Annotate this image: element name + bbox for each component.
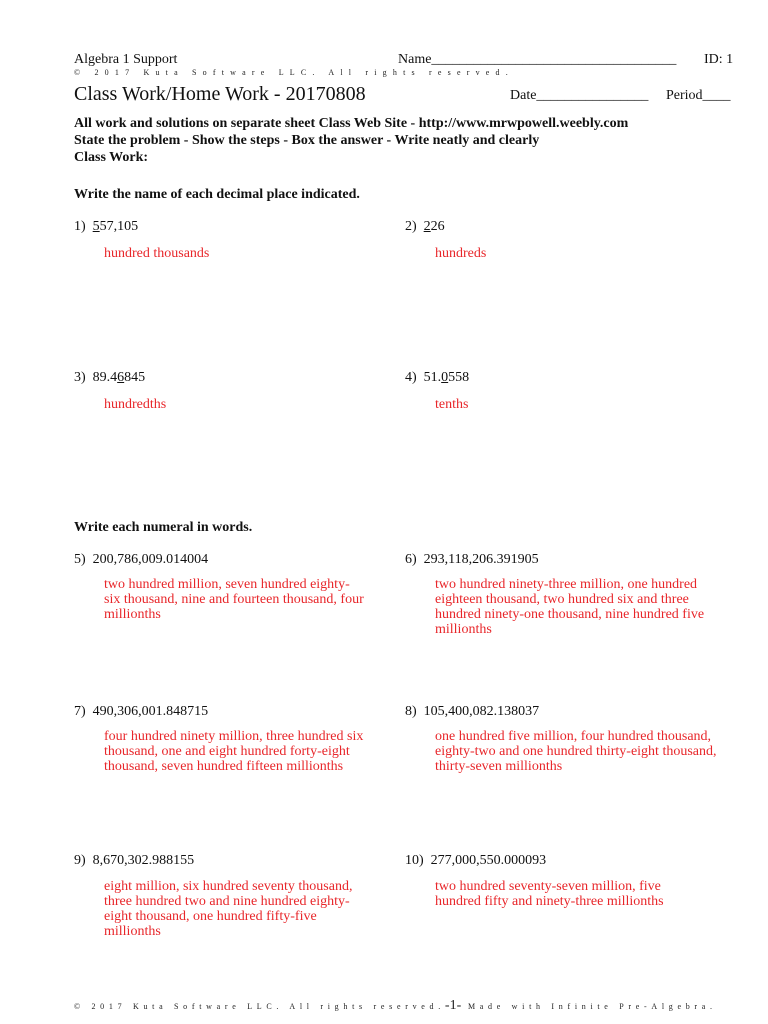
problem-number: 4): [405, 370, 417, 385]
problem-number: 3): [74, 370, 86, 385]
problem-2: 2) 226: [405, 219, 445, 234]
numeral: 490,306,001.848715: [92, 704, 209, 719]
problem-number: 10): [405, 853, 424, 868]
date-field: Date________________: [510, 88, 649, 103]
page-number: -1-: [444, 998, 462, 1013]
problem-8: [405, 704, 539, 720]
answer-3: hundredths: [104, 397, 167, 412]
answer-2: hundreds: [435, 246, 487, 261]
answer-1: hundred thousands: [104, 246, 210, 261]
underlined-digit: 2: [423, 219, 431, 234]
problem-number: 7): [74, 704, 86, 719]
problem-5: [74, 552, 208, 568]
problem-7: [74, 704, 208, 720]
course-name: Algebra 1 Support: [74, 52, 178, 67]
numeral: 277,000,550.000093: [430, 853, 547, 868]
problem-number: 6): [405, 552, 417, 567]
answer-6: two hundred ninety-three million, one hundred eighteen thousand, two hundred six and three hundred ninety-one thousand, nine hundred five millionths: [435, 577, 705, 637]
answer-4: tenths: [435, 397, 469, 412]
answer-9: eight million, six hundred seventy thousand, three hundred two and nine hundred eighty-eight thousand, one hundred fifty-five millionths: [104, 879, 353, 939]
problem-3: 3) 89.46845: [74, 370, 146, 385]
problem-number: 8): [405, 704, 417, 719]
class-work-label: Class Work:: [74, 150, 149, 165]
problem-number: 2): [405, 219, 417, 234]
problem-6: [405, 552, 539, 568]
problem-1: 1) 557,105: [74, 219, 139, 234]
instruction-line-2: State the problem - Show the steps - Box the answer - Write neatly and clearly: [74, 133, 540, 148]
footer-made-with: Made with Infinite Pre-Algebra.: [467, 1002, 717, 1011]
problem-10: [405, 853, 546, 869]
instruction-line-1: All work and solutions on separate sheet Class Web Site - http://www.mrwpowell.weebly.com: [74, 116, 629, 131]
answer-5: two hundred million, seven hundred eighty-six thousand, nine and fourteen thousand, four millionths: [104, 577, 364, 622]
underlined-digit: 0: [441, 370, 449, 385]
copyright-top: © 2017 Kuta Software LLC. All rights reserved.: [74, 68, 514, 77]
problem-number: 1): [74, 219, 86, 234]
worksheet-id: ID: 1: [704, 52, 734, 67]
problem-4: 4) 51.0558: [405, 370, 470, 385]
section-heading-decimal-place: Write the name of each decimal place indicated.: [74, 187, 360, 202]
numeral: 293,118,206.391905: [423, 552, 539, 567]
answer-10: two hundred seventy-seven million, five hundred fifty and ninety-three millionths: [435, 879, 664, 909]
numeral: 200,786,009.014004: [92, 552, 209, 567]
problem-9: [74, 853, 194, 869]
section-heading-numeral-words: Write each numeral in words.: [74, 520, 253, 535]
underlined-digit: 6: [117, 370, 125, 385]
numeral: 105,400,082.138037: [423, 704, 540, 719]
problem-number: 5): [74, 552, 86, 567]
underlined-digit: 5: [92, 219, 100, 234]
period-field: Period____: [666, 88, 731, 103]
name-field: Name___________________________________: [398, 52, 677, 67]
numeral: 8,670,302.988155: [92, 853, 195, 868]
footer: [74, 998, 717, 1014]
answer-7: four hundred ninety million, three hundred six thousand, one and eight hundred forty-eight thousand, seven hundred fifteen millionths: [104, 729, 364, 774]
footer-copyright: © 2017 Kuta Software LLC. All rights reserved.: [74, 1002, 445, 1011]
answer-8: one hundred five million, four hundred thousand, eighty-two and one hundred thirty-eight thousand, thirty-seven millionths: [435, 729, 717, 774]
page-title: Class Work/Home Work - 20170808: [74, 83, 366, 105]
problem-number: 9): [74, 853, 86, 868]
